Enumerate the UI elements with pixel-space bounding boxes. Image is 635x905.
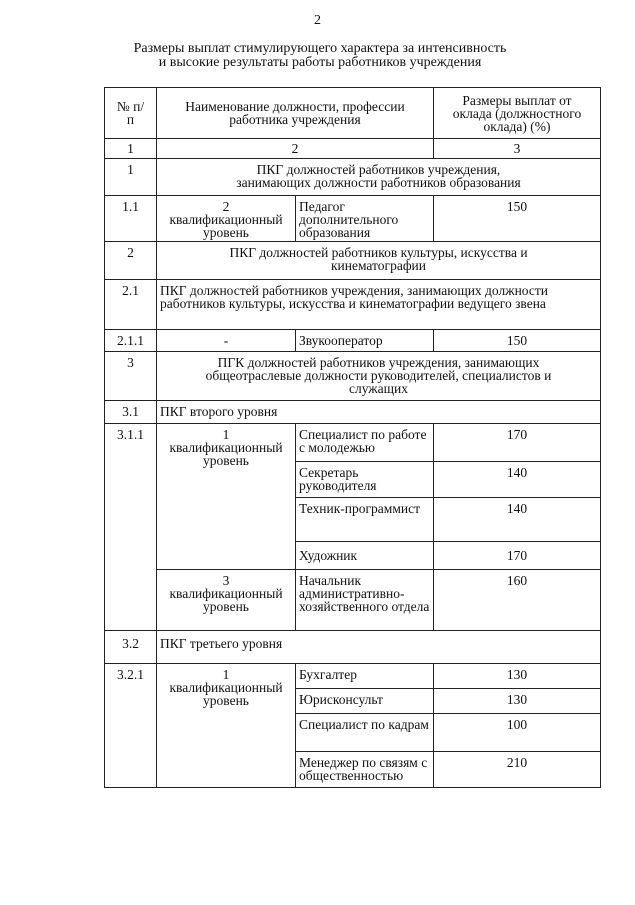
row-num: 1.1	[105, 196, 157, 242]
table-row	[105, 664, 601, 689]
amount-value: 170	[434, 542, 601, 570]
row-num: 3	[105, 352, 157, 401]
colnum-2: 2	[157, 139, 434, 159]
header-position: Наименование должности, профессии работника учреждения	[157, 88, 434, 139]
group-heading-line-1: ПКГ должностей работников учреждения,	[256, 162, 501, 177]
amount-value: 130	[434, 689, 601, 714]
table-row	[105, 242, 601, 280]
amount-value: 130	[434, 664, 601, 689]
subgroup-heading: ПКГ второго уровня	[157, 401, 601, 424]
column-numbers-row	[105, 139, 601, 159]
subgroup-heading: ПКГ должностей работников учреждения, занимающих должности работников культуры, искусства и кинематографии ведущего звена	[157, 280, 601, 330]
table-row	[105, 330, 601, 352]
position-name: Техник-программист	[296, 498, 434, 542]
amount-value: 160	[434, 570, 601, 631]
qualification-level: 1 квалификационный уровень	[157, 664, 296, 788]
qualification-level: 2 квалификационный уровень	[157, 196, 296, 242]
colnum-3: 3	[434, 139, 601, 159]
payments-table	[104, 87, 601, 788]
table-header-row	[105, 88, 601, 139]
position-name: Специалист по работе с молодежью	[296, 424, 434, 462]
group-heading: ПГК должностей работников учреждения, занимающих общеотраслевые должности руководителей, специалистов и служащих	[157, 352, 601, 401]
position-name: Юрисконсульт	[296, 689, 434, 714]
row-num: 3.1.1	[105, 424, 157, 631]
position-name: Бухгалтер	[296, 664, 434, 689]
page-number: 2	[314, 13, 321, 28]
position-name: Начальник административно-хозяйственного отдела	[296, 570, 434, 631]
row-num: 3.2	[105, 631, 157, 664]
amount-value: 140	[434, 462, 601, 498]
row-num: 3.1	[105, 401, 157, 424]
table-row	[105, 631, 601, 664]
document-title	[80, 42, 560, 70]
amount-value: 100	[434, 714, 601, 752]
group-heading	[157, 159, 601, 196]
colnum-1: 1	[105, 139, 157, 159]
position-name: Звукооператор	[296, 330, 434, 352]
row-num: 2.1.1	[105, 330, 157, 352]
group-heading: ПКГ должностей работников культуры, искусства и кинематографии	[157, 242, 601, 280]
position-name: Специалист по кадрам	[296, 714, 434, 752]
row-num: 2.1	[105, 280, 157, 330]
amount-value: 140	[434, 498, 601, 542]
title-line-1: Размеры выплат стимулирующего характера за интенсивность	[133, 41, 507, 56]
amount-value: 210	[434, 752, 601, 788]
row-num: 3.2.1	[105, 664, 157, 788]
table-row	[105, 196, 601, 242]
table-row	[105, 401, 601, 424]
position-name: Менеджер по связям с общественностью	[296, 752, 434, 788]
row-num: 2	[105, 242, 157, 280]
table-row	[105, 570, 601, 631]
amount-value: 150	[434, 330, 601, 352]
qualification-level: 1 квалификационный уровень	[157, 424, 296, 570]
table-row	[105, 352, 601, 401]
subgroup-heading: ПКГ третьего уровня	[157, 631, 601, 664]
qualification-level: -	[157, 330, 296, 352]
qualification-level: 3 квалификационный уровень	[157, 570, 296, 631]
table-row	[105, 424, 601, 462]
position-name: Секретарь руководителя	[296, 462, 434, 498]
amount-value: 150	[434, 196, 601, 242]
position-name: Педагог дополнительного образования	[296, 196, 434, 242]
amount-value: 170	[434, 424, 601, 462]
table-row	[105, 159, 601, 196]
table-row	[105, 280, 601, 330]
position-name: Художник	[296, 542, 434, 570]
header-amount: Размеры выплат от оклада (должностного оклада) (%)	[434, 88, 601, 139]
header-num: № п/п	[105, 88, 157, 139]
row-num: 1	[105, 159, 157, 196]
title-line-2: и высокие результаты работы работников учреждения	[158, 55, 482, 70]
group-heading-line-2: занимающих должности работников образования	[236, 175, 521, 190]
